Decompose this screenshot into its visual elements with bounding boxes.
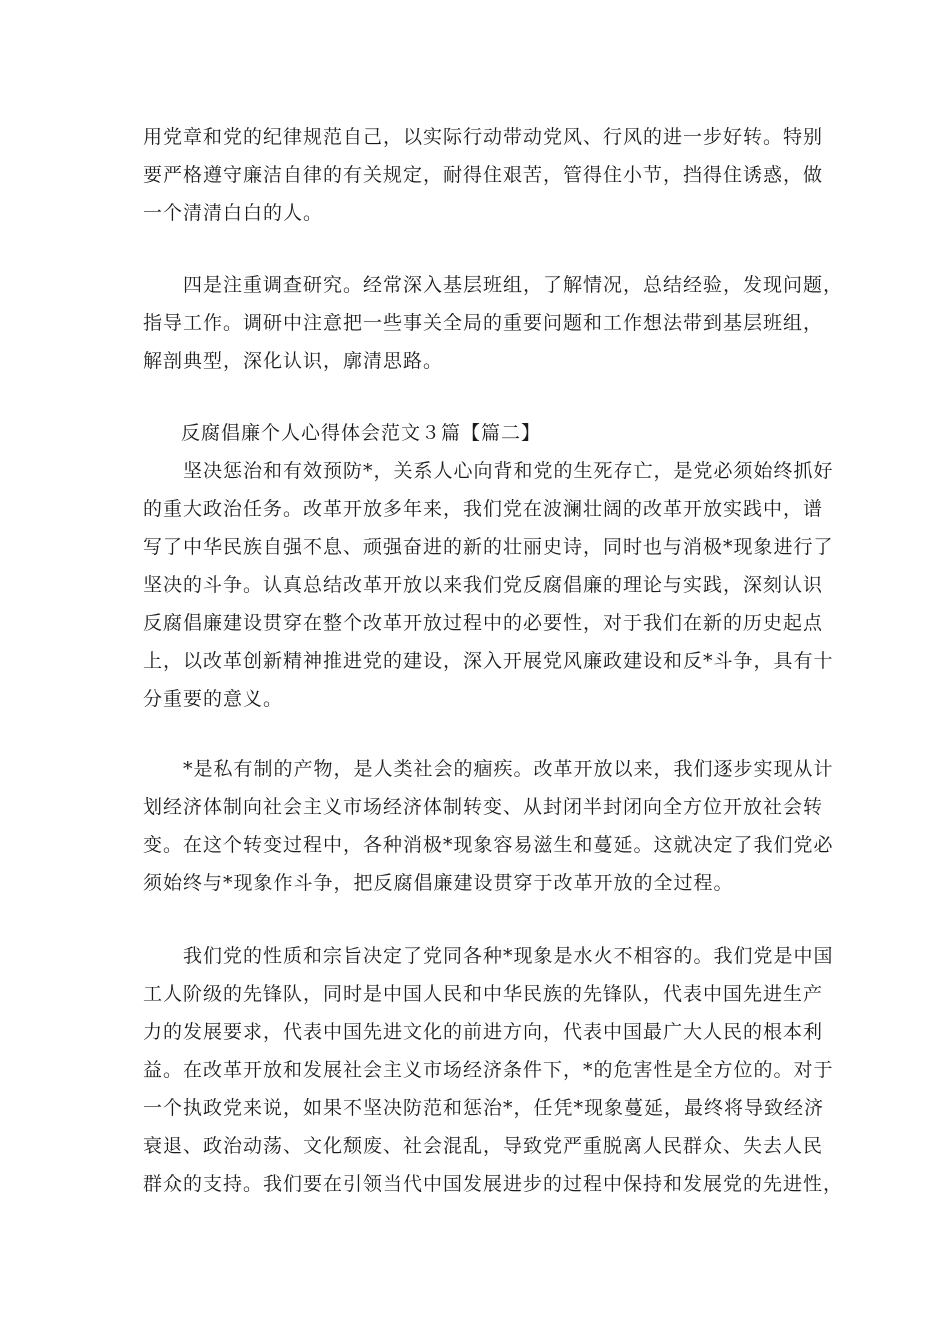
text-line: 上，以改革创新精神推进党的建设，深入开展党风廉政建设和反*斗争，具有十: [143, 650, 834, 672]
text-line: 划经济体制向社会主义市场经济体制转变、从封闭半封闭向全方位开放社会转: [143, 796, 824, 818]
text-line: 一个清清白白的人。: [143, 202, 324, 224]
paragraph-4: [143, 750, 833, 902]
text-line: 一个执政党来说，如果不坚决防范和惩治*，任凭*现象蔓延，最终将导致经济: [143, 1097, 825, 1119]
text-line: 的重大政治任务。改革开放多年来，我们党在波澜壮阔的改革开放实践中，谱: [143, 498, 824, 520]
text-line: 指导工作。调研中注意把一些事关全局的重要问题和工作想法带到基层班组，: [143, 312, 824, 334]
text-line: 群众的支持。我们要在引领当代中国发展进步的过程中保持和发展党的先进性，: [143, 1173, 844, 1195]
text-line: 用党章和党的纪律规范自己，以实际行动带动党风、行风的进一步好转。特别: [143, 126, 824, 148]
text-line: 四是注重调查研究。经常深入基层班组，了解情况，总结经验，发现问题，: [143, 274, 844, 296]
text-line: 坚决惩治和有效预防*，关系人心向背和党的生死存亡，是党必须始终抓好: [143, 460, 834, 482]
text-line: 坚决的斗争。认真总结改革开放以来我们党反腐倡廉的理论与实践，深刻认识: [143, 574, 824, 596]
text-line: 分重要的意义。: [143, 688, 284, 710]
text-line: 益。在改革开放和发展社会主义市场经济条件下，*的危害性是全方位的。对于: [143, 1059, 834, 1081]
text-line: *是私有制的产物，是人类社会的痼疾。改革开放以来，我们逐步实现从计: [143, 758, 834, 780]
text-line: 写了中华民族自强不息、顽强奋进的新的壮丽史诗，同时也与消极*现象进行了: [143, 536, 834, 558]
text-line: 解剖典型，深化认识，廓清思路。: [143, 350, 444, 372]
paragraph-3: [143, 452, 833, 718]
text-line: 我们党的性质和宗旨决定了党同各种*现象是水火不相容的。我们党是中国: [143, 945, 834, 967]
text-line: 变。在这个转变过程中，各种消极*现象容易滋生和蔓延。这就决定了我们党必: [143, 834, 834, 856]
text-line: 工人阶级的先锋队，同时是中国人民和中华民族的先锋队，代表中国先进生产: [143, 983, 824, 1005]
section-heading: 反腐倡廉个人心得体会范文３篇【篇二】: [181, 422, 542, 444]
text-line: 要严格遵守廉洁自律的有关规定，耐得住艰苦，管得住小节，挡得住诱惑，做: [143, 164, 824, 186]
text-line: 须始终与*现象作斗争，把反腐倡廉建设贯穿于改革开放的全过程。: [143, 872, 734, 894]
text-line: 反腐倡廉建设贯穿在整个改革开放过程中的必要性，对于我们在新的历史起点: [143, 612, 824, 634]
text-line: 衰退、政治动荡、文化颓废、社会混乱，导致党严重脱离人民群众、失去人民: [143, 1135, 824, 1157]
paragraph-1: [143, 118, 833, 232]
text-line: 力的发展要求，代表中国先进文化的前进方向，代表中国最广大人民的根本利: [143, 1021, 824, 1043]
paragraph-5: [143, 937, 844, 1203]
paragraph-2: [143, 266, 844, 380]
